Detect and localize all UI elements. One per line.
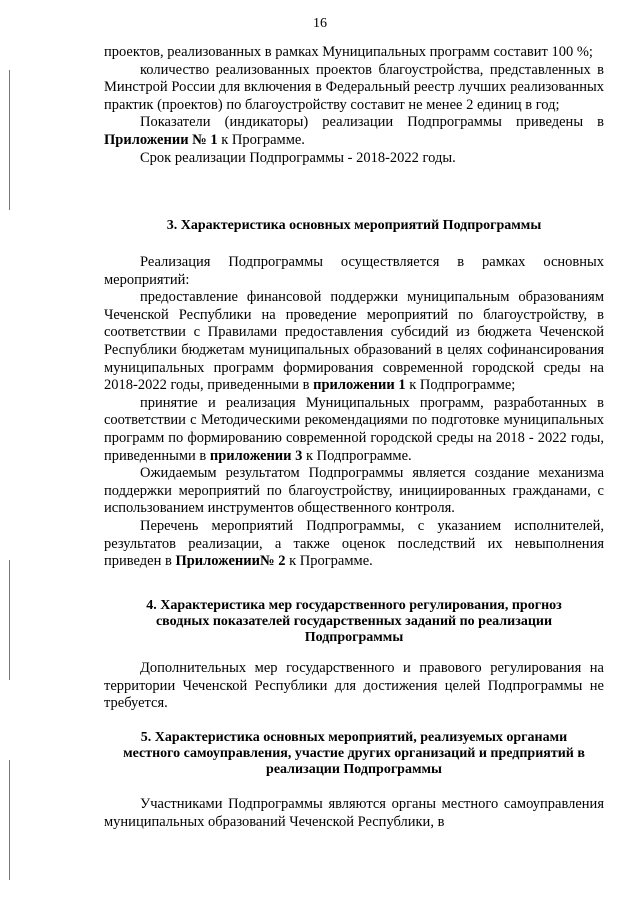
paragraph: проектов, реализованных в рамках Муниципальных программ составит 100 %; [104, 44, 593, 60]
term-paragraph: Срок реализации Подпрограммы - 2018-2022 годы. [140, 149, 456, 166]
paragraph: Ожидаемым результатом Подпрограммы является создание механизма поддержки мероприятий по благоустройству, инициированных гражданами, с использованием инструментов общественного контроля. [104, 465, 604, 517]
paragraph: Перечень мероприятий Подпрограммы, с указанием исполнителей, результатов реализации, а также оценок последствий их невыполнения приведен в Приложении№ 2 к Программе. [104, 517, 604, 570]
section-3-body [104, 254, 604, 571]
section-3-heading: 3. Характеристика основных мероприятий Подпрограммы [166, 218, 542, 233]
page-number: 16 [313, 16, 327, 31]
scan-edge-mark [9, 70, 10, 210]
scan-edge-mark [9, 760, 10, 880]
paragraph: Реализация Подпрограммы осуществляется в рамках основных мероприятий: [104, 254, 604, 288]
paragraph: количество реализованных проектов благоустройства, представленных в Минстрой России для включения в Федеральный реестр лучших реализованных практик (проектов) по благоустройству составит не менее 2 единиц в год; [104, 61, 604, 113]
paragraph: принятие и реализация Муниципальных программ, разработанных в соответствии с Методическими рекомендациями по подготовке муниципальных программ по формированию современной городской среды на 2018 - 2022 годы, приведенными в приложении 3 к Подпрограмме. [104, 394, 604, 464]
paragraph: предоставление финансовой поддержки муниципальным образованиям Чеченской Республики на проведение мероприятий по благоустройству, в соответствии с Правилами предоставления субсидий из бюджета Чеченской Республики бюджетам муниципальных образований в целях софинансирования муниципальных программ формирования современной городской среды на 2018-2022 годы, приведенными в приложении 1 к Подпрограмме; [104, 289, 604, 394]
section-4-heading: 4. Характеристика мер государственного регулирования, прогноз сводных показателей государственных заданий по реализации Подпрограммы [146, 598, 562, 645]
indicators-paragraph: Показатели (индикаторы) реализации Подпрограммы приведены в Приложении № 1 к Программе. [104, 114, 604, 148]
section-5-heading: 5. Характеристика основных мероприятий, реализуемых органами местного самоуправления, участие других организаций и предприятий в реализации Подпрограммы [123, 730, 585, 777]
section-4-body [104, 660, 604, 713]
intro-block [104, 44, 604, 167]
scan-edge-mark [9, 560, 10, 680]
paragraph: Участниками Подпрограммы являются органы местного самоуправления муниципальных образований Чеченской Республики, в [104, 796, 604, 830]
paragraph: Дополнительных мер государственного и правового регулирования на территории Чеченской Республики для достижения целей Подпрограммы не требуется. [104, 660, 604, 712]
section-5-body [104, 796, 604, 831]
